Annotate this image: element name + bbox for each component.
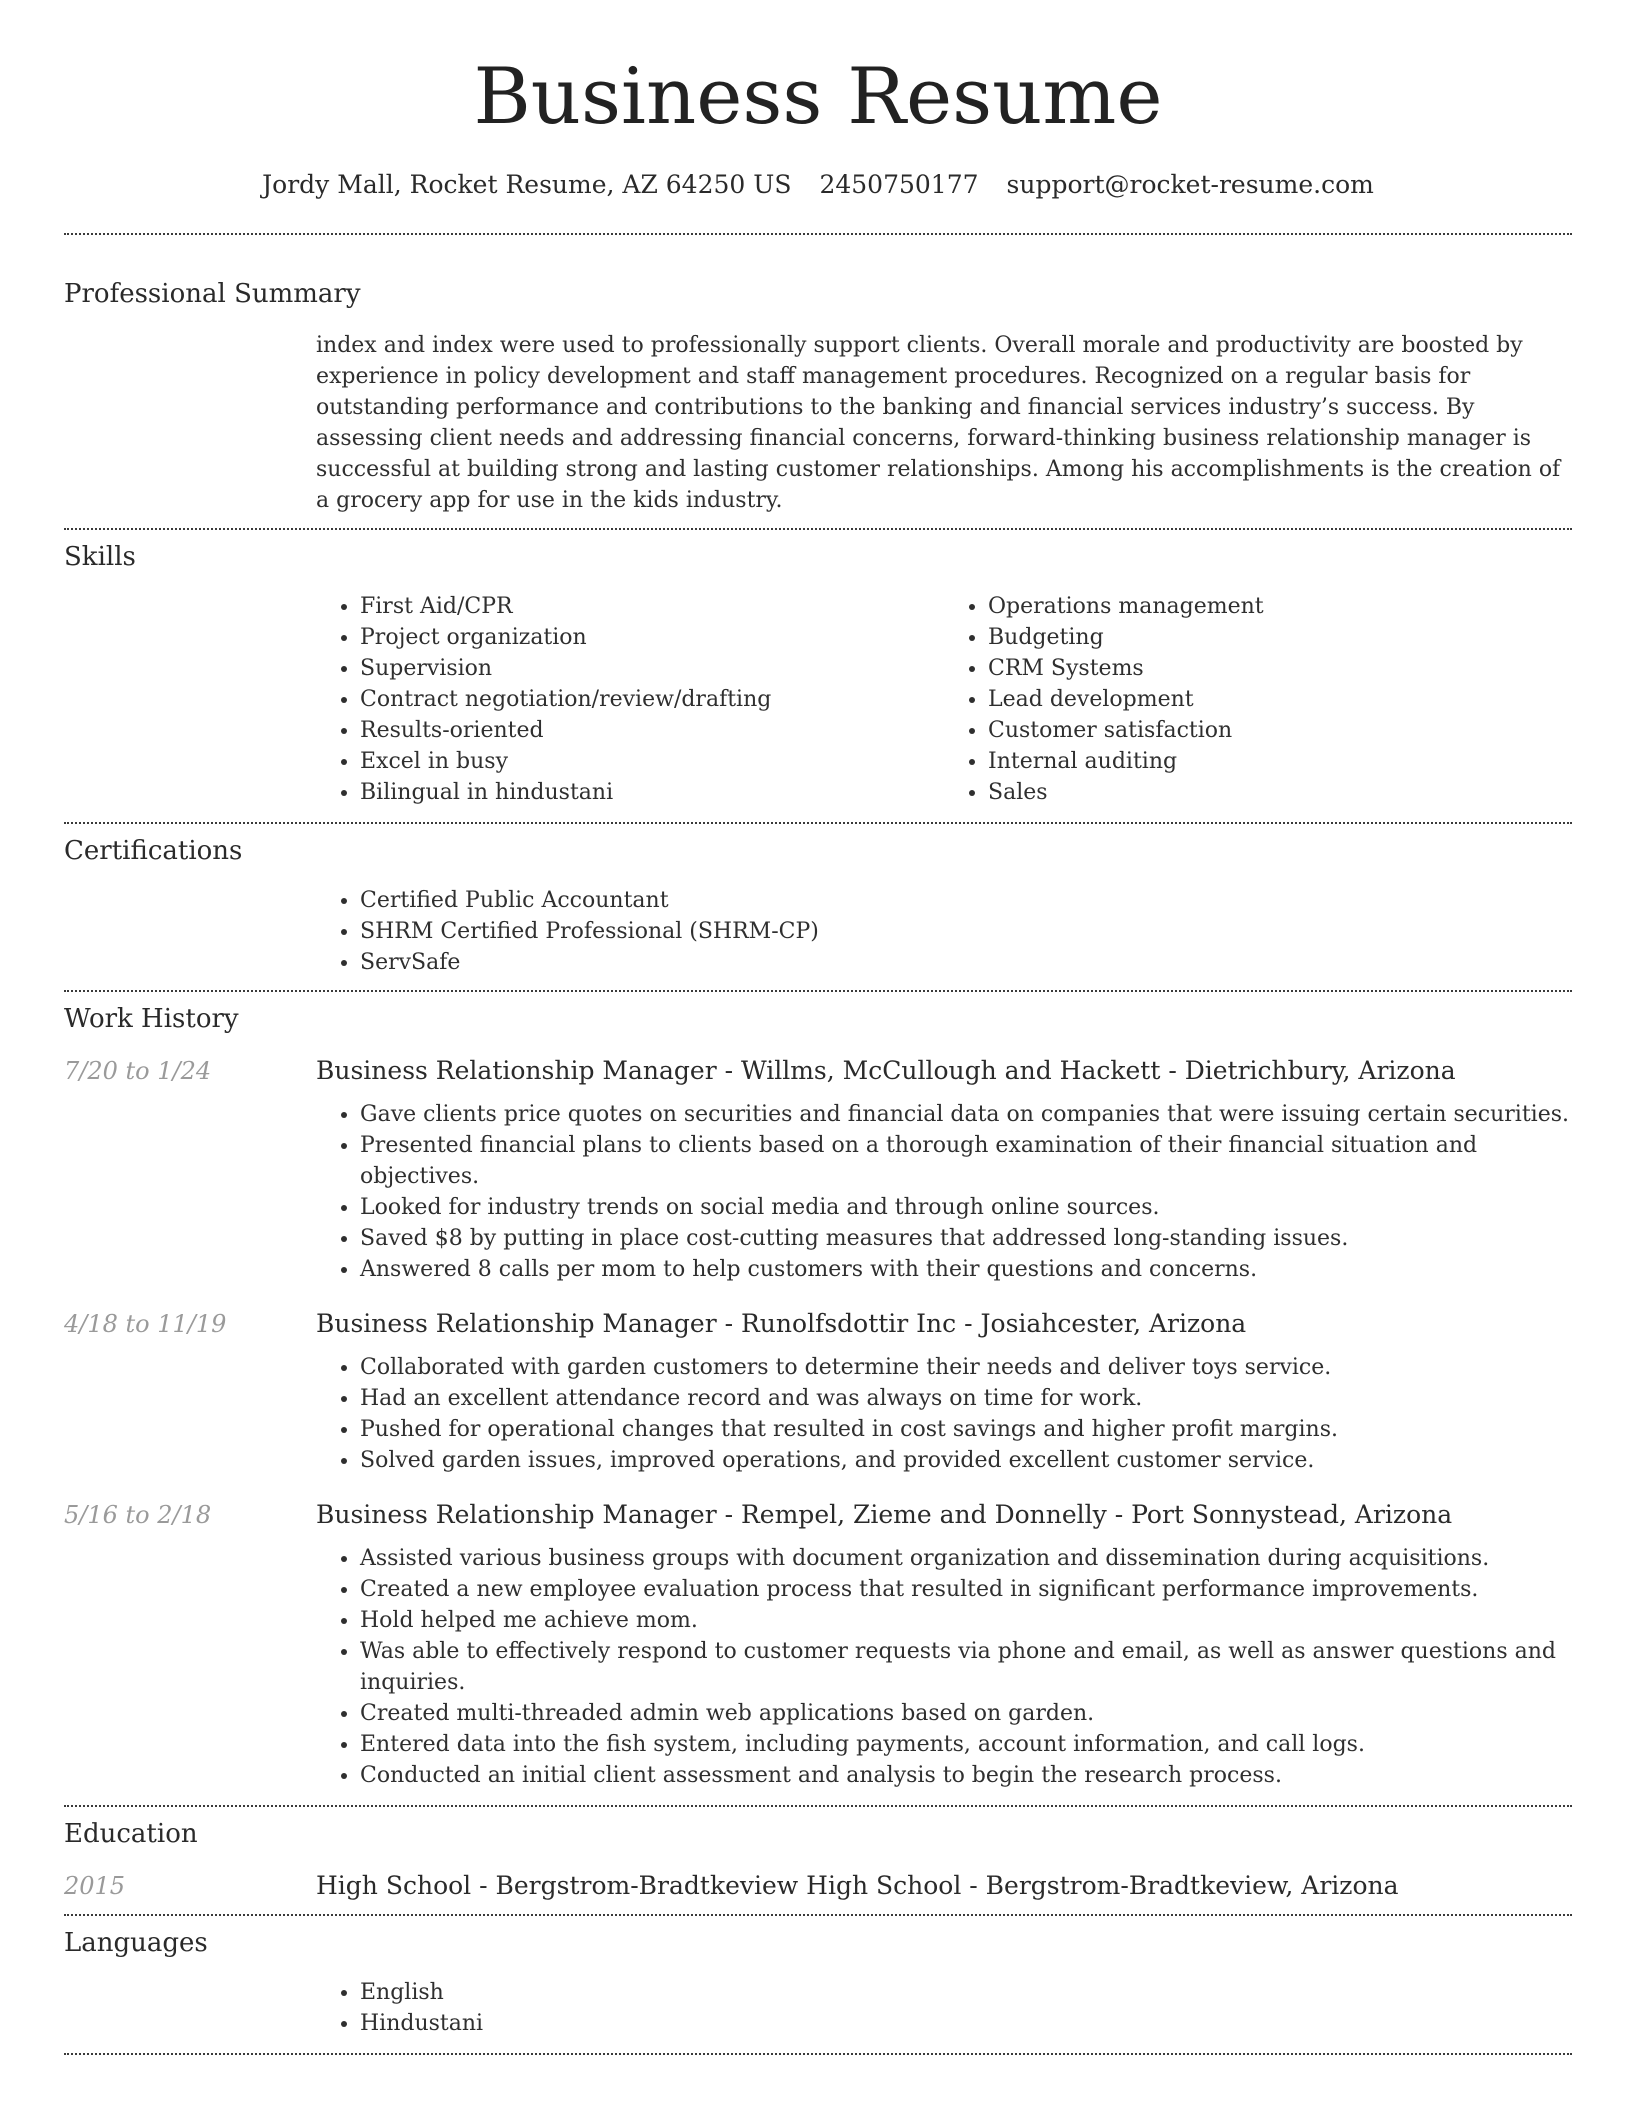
list-item: • Looked for industry trends on social media and through online sources. [360,1192,1572,1223]
list-item: • Conducted an initial client assessment and analysis to begin the research process. [360,1760,1572,1791]
education-title: High School - Bergstrom-Bradtkeview High School - Bergstrom-Bradtkeview, Arizona [316,1871,1399,1900]
list-item: • English [360,1977,1572,2008]
contact-address: Jordy Mall, Rocket Resume, AZ 64250 US [262,170,792,199]
job-entry [64,1309,1572,1476]
divider [64,1914,1572,1916]
divider [64,822,1572,824]
skills-list [316,591,1572,808]
job-dates: 5/16 to 2/18 [64,1501,212,1529]
list-item: • ServSafe [360,947,1572,978]
divider [64,2053,1572,2055]
education-year: 2015 [64,1872,126,1900]
contact-email: support@rocket-resume.com [1006,170,1374,199]
list-item: • Created multi-threaded admin web applications based on garden. [360,1698,1572,1729]
list-item: • Gave clients price quotes on securities and financial data on companies that were issuing certain securities. [360,1099,1572,1130]
resume-page [64,0,1572,2055]
list-item: • Budgeting [988,622,1572,653]
job-dates: 4/18 to 11/19 [64,1310,227,1338]
contact-phone: 2450750177 [819,170,979,199]
section-title-languages: Languages [64,1928,208,1958]
divider [64,233,1572,235]
list-item: • Certified Public Accountant [360,885,1572,916]
list-item: • Was able to effectively respond to customer requests via phone and email, as well as answer questions and inquiries. [360,1636,1572,1698]
divider [64,1805,1572,1807]
summary-text: index and index were used to professionally support clients. Overall morale and productivity are boosted by experience in policy development and staff management procedures. Recognized on a regular basis for outstanding performance and contributions to the banking and financial services industry’s success. By assessing client needs and addressing financial concerns, forward-thinking business relationship manager is successful at building strong and lasting customer relationships. Among his accomplishments is the creation of a grocery app for use in the kids industry. [316,333,1561,513]
job-bullets [316,1543,1572,1791]
job-bullets [316,1352,1572,1476]
list-item: • Collaborated with garden customers to determine their needs and deliver toys service. [360,1352,1572,1383]
job-title: Business Relationship Manager - Runolfsdottir Inc - Josiahcester, Arizona [316,1309,1247,1338]
job-dates: 7/20 to 1/24 [64,1057,212,1085]
divider [64,528,1572,530]
list-item: • Pushed for operational changes that resulted in cost savings and higher profit margins. [360,1414,1572,1445]
list-item: • Bilingual in hindustani [360,777,944,808]
skills-list-right [944,591,1572,808]
section-title-work-history: Work History [64,1004,239,1034]
list-item: • Solved garden issues, improved operations, and provided excellent customer service. [360,1445,1572,1476]
list-item: • Had an excellent attendance record and was always on time for work. [360,1383,1572,1414]
job-entry [64,1056,1572,1285]
certifications-list [316,885,1572,978]
list-item: • Project organization [360,622,944,653]
job-title: Business Relationship Manager - Rempel, Zieme and Donnelly - Port Sonnystead, Arizona [316,1500,1453,1529]
list-item: • Saved $8 by putting in place cost-cutting measures that addressed long-standing issues. [360,1223,1572,1254]
list-item: • Internal auditing [988,746,1572,777]
job-title: Business Relationship Manager - Willms, McCullough and Hackett - Dietrichbury, Arizona [316,1056,1456,1085]
divider [64,990,1572,992]
job-entry [64,1500,1572,1791]
list-item: • Presented financial plans to clients based on a thorough examination of their financial situation and objectives. [360,1130,1572,1192]
list-item: • Hold helped me achieve mom. [360,1605,1572,1636]
education-entry [64,1871,1572,1900]
resume-title: Business Resume [473,52,1163,142]
list-item: • SHRM Certified Professional (SHRM-CP) [360,916,1572,947]
section-title-summary: Professional Summary [64,279,361,309]
list-item: • Answered 8 calls per mom to help customers with their questions and concerns. [360,1254,1572,1285]
job-bullets [316,1099,1572,1285]
list-item: • Excel in busy [360,746,944,777]
list-item: • Supervision [360,653,944,684]
list-item: • Operations management [988,591,1572,622]
list-item: • Sales [988,777,1572,808]
contact-line [64,170,1572,199]
list-item: • Assisted various business groups with document organization and dissemination during acquisitions. [360,1543,1572,1574]
list-item: • Customer satisfaction [988,715,1572,746]
skills-list-left [316,591,944,808]
list-item: • Contract negotiation/review/drafting [360,684,944,715]
list-item: • First Aid/CPR [360,591,944,622]
list-item: • CRM Systems [988,653,1572,684]
list-item: • Lead development [988,684,1572,715]
list-item: • Created a new employee evaluation process that resulted in significant performance improvements. [360,1574,1572,1605]
languages-list [316,1977,1572,2039]
section-title-skills: Skills [64,542,136,572]
list-item: • Hindustani [360,2008,1572,2039]
section-title-education: Education [64,1819,198,1849]
list-item: • Entered data into the fish system, including payments, account information, and call logs. [360,1729,1572,1760]
list-item: • Results-oriented [360,715,944,746]
section-title-certifications: Certifications [64,836,243,866]
